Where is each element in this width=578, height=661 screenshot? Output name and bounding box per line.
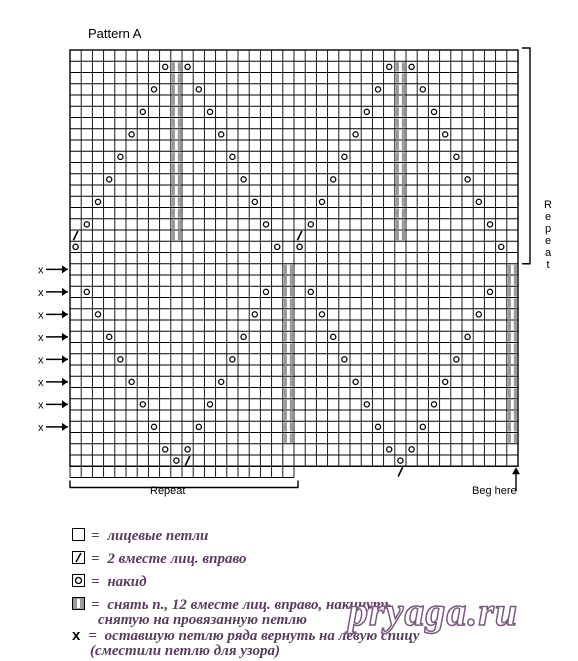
watermark-logo: pryaga.ru	[348, 589, 519, 634]
slip-k12-icon	[72, 597, 85, 610]
repeat-side-label	[544, 199, 552, 271]
yarn-over-icon	[263, 289, 268, 294]
yarn-over-icon	[174, 458, 179, 463]
arrow-up-icon	[512, 467, 520, 474]
yarn-over-icon	[84, 222, 89, 227]
yarn-over-icon	[342, 357, 347, 362]
yarn-over-icon	[129, 379, 134, 384]
yarn-over-icon	[398, 458, 403, 463]
chart-title: Pattern A	[88, 26, 142, 41]
yarn-over-icon	[118, 154, 123, 159]
yarn-over-icon	[319, 199, 324, 204]
k2tog-icon	[398, 467, 402, 476]
yarn-over-icon	[196, 87, 201, 92]
legend-knit-text: лицевые петли	[107, 528, 209, 544]
yarn-over-icon	[230, 357, 235, 362]
yarn-over-icon	[375, 424, 380, 429]
yarn-over-icon	[219, 379, 224, 384]
yarn-over-icon	[107, 177, 112, 182]
yarn-over-icon	[465, 177, 470, 182]
yarn-over-icon	[443, 379, 448, 384]
yarn-over-icon	[499, 244, 504, 249]
yarn-over-icon	[252, 312, 257, 317]
yarn-over-icon	[409, 64, 414, 69]
x-mark: x	[38, 264, 44, 277]
yarn-over-icon	[476, 312, 481, 317]
legend-yo: = накид	[72, 574, 147, 591]
x-mark: x	[38, 309, 44, 322]
yarn-over-icon	[185, 447, 190, 452]
yarn-over-icon	[151, 87, 156, 92]
yarn-over-icon	[454, 154, 459, 159]
yarn-over-icon	[275, 244, 280, 249]
yarn-over-icon	[252, 199, 257, 204]
x-mark: x	[38, 354, 44, 367]
yarn-over-icon	[118, 357, 123, 362]
yarn-over-icon	[129, 132, 134, 137]
svg-text:t: t	[546, 259, 550, 271]
yarn-over-icon	[219, 132, 224, 137]
legend-x-text: оставшую петлю ряда вернуть на левую спицу	[104, 628, 420, 644]
yarn-over-icon	[487, 289, 492, 294]
yarn-over-icon	[431, 109, 436, 114]
x-mark: x	[38, 399, 44, 412]
yarn-over-icon	[207, 109, 212, 114]
yarn-over-icon	[163, 447, 168, 452]
yarn-over-icon	[409, 447, 414, 452]
legend-x-text-2: (сместили петлю для узора)	[90, 643, 280, 659]
yarn-over-icon	[73, 244, 78, 249]
svg-text:R: R	[544, 199, 552, 211]
yarn-over-icon	[454, 357, 459, 362]
yarn-over-icon	[353, 132, 358, 137]
arrow-right-icon	[62, 400, 68, 408]
x-mark: x	[38, 376, 44, 389]
arrow-right-icon	[62, 423, 68, 431]
yarn-over-icon	[331, 177, 336, 182]
x-mark: x	[38, 331, 44, 344]
legend-knit: = лицевые петли	[72, 528, 208, 545]
yarn-over-icon	[72, 574, 85, 587]
k2tog-icon	[72, 551, 85, 564]
arrow-right-icon	[62, 355, 68, 363]
yarn-over-icon	[241, 177, 246, 182]
legend-sl-k12-text: снять п., 12 вместе лиц. вправо, накинуть	[107, 597, 392, 613]
svg-text:a: a	[544, 247, 552, 259]
legend-sl-k12: = снять п., 12 вместе лиц. вправо, накинуть снятую на провязанную петлю	[72, 597, 391, 628]
yarn-over-icon	[465, 334, 470, 339]
beg-here-label: Beg here	[472, 485, 517, 497]
repeat-bracket-side	[522, 48, 530, 264]
x-mark: x	[38, 421, 44, 434]
yarn-over-icon	[140, 402, 145, 407]
yarn-over-icon	[476, 199, 481, 204]
svg-text:e: e	[544, 235, 552, 247]
yarn-over-icon	[207, 402, 212, 407]
yarn-over-icon	[420, 424, 425, 429]
yarn-over-icon	[331, 334, 336, 339]
yarn-over-icon	[487, 222, 492, 227]
legend-x: x = оставшую петлю ряда вернуть на левую спицу (сместили петлю для узора)	[72, 627, 420, 659]
x-mark-icon: x	[72, 627, 81, 644]
yarn-over-icon	[140, 109, 145, 114]
yarn-over-icon	[387, 447, 392, 452]
yarn-over-icon	[420, 87, 425, 92]
yarn-over-icon	[308, 222, 313, 227]
yarn-over-icon	[342, 154, 347, 159]
legend-k2tog-text: 2 вместе лиц. вправо	[107, 551, 247, 567]
svg-text:e: e	[544, 211, 552, 223]
repeat-bottom-label: Repeat	[150, 485, 186, 497]
knit-icon	[72, 528, 85, 541]
yarn-over-icon	[95, 199, 100, 204]
k2tog-icon	[185, 456, 189, 465]
yarn-over-icon	[319, 312, 324, 317]
legend-sl-k12-text-2: снятую на провязанную петлю	[98, 612, 307, 628]
k2tog-icon	[297, 231, 301, 240]
arrow-right-icon	[62, 265, 68, 273]
yarn-over-icon	[353, 379, 358, 384]
arrow-right-icon	[62, 310, 68, 318]
yarn-over-icon	[387, 64, 392, 69]
yarn-over-icon	[151, 424, 156, 429]
yarn-over-icon	[163, 64, 168, 69]
legend-yo-text: накид	[107, 574, 147, 590]
yarn-over-icon	[297, 244, 302, 249]
yarn-over-icon	[443, 132, 448, 137]
yarn-over-icon	[107, 334, 112, 339]
arrow-right-icon	[62, 333, 68, 341]
yarn-over-icon	[364, 109, 369, 114]
yarn-over-icon	[241, 334, 246, 339]
yarn-over-icon	[95, 312, 100, 317]
svg-text:p: p	[544, 223, 552, 235]
legend-k2tog: = 2 вместе лиц. вправо	[72, 551, 246, 568]
yarn-over-icon	[196, 424, 201, 429]
yarn-over-icon	[230, 154, 235, 159]
yarn-over-icon	[185, 64, 190, 69]
yarn-over-icon	[84, 289, 89, 294]
yarn-over-icon	[431, 402, 436, 407]
k2tog-icon	[73, 231, 77, 240]
arrow-right-icon	[62, 378, 68, 386]
yarn-over-icon	[263, 222, 268, 227]
yarn-over-icon	[364, 402, 369, 407]
yarn-over-icon	[308, 289, 313, 294]
x-mark: x	[38, 286, 44, 299]
chart-grid	[70, 50, 518, 478]
yarn-over-icon	[375, 87, 380, 92]
arrow-right-icon	[62, 288, 68, 296]
